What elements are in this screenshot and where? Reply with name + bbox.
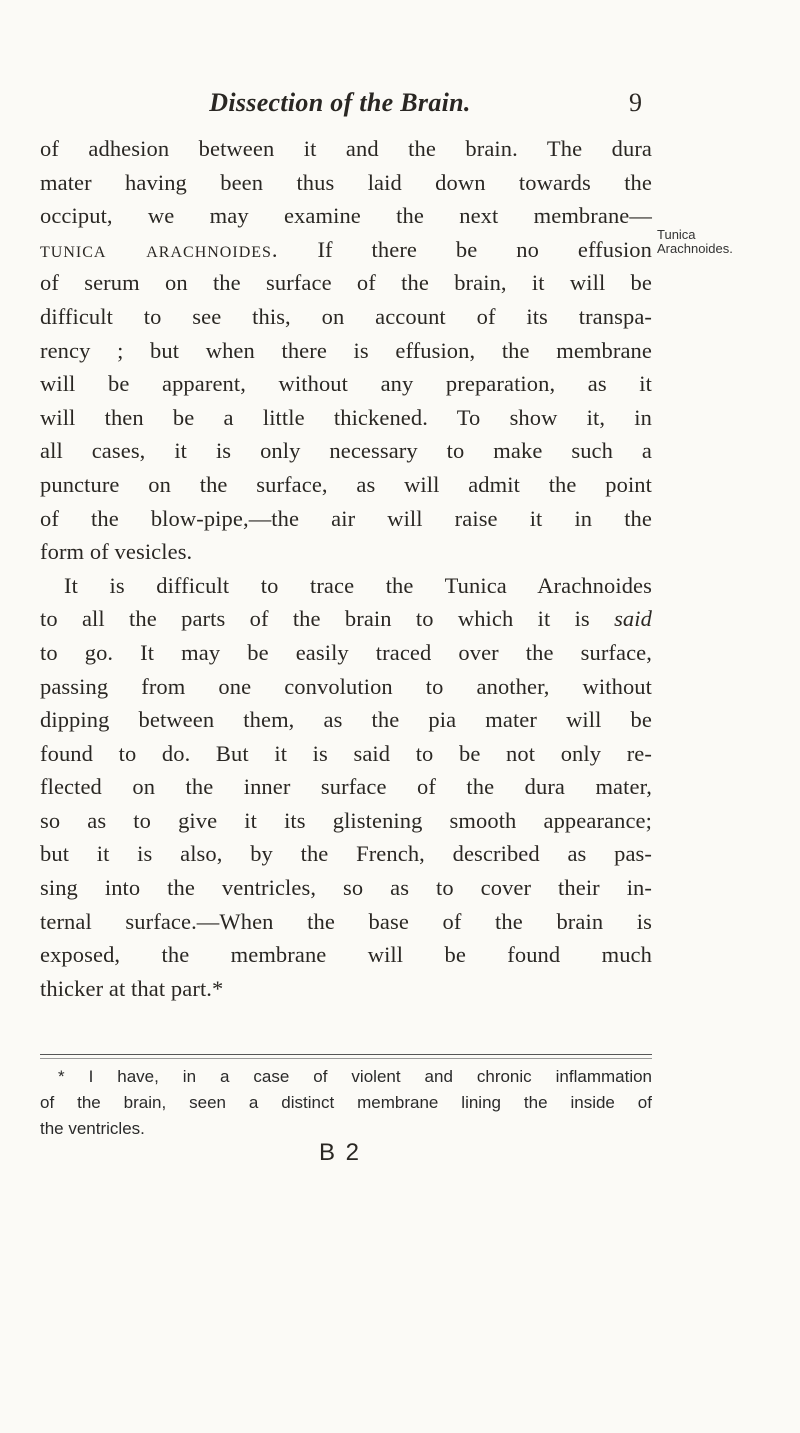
running-title: Dissection of the Brain.	[209, 88, 471, 117]
page-number: 9	[629, 88, 642, 117]
text-line: of the blow-pipe,—the air will raise it in the	[40, 505, 652, 531]
text-line: found to do. But it is said to be not only re-	[40, 740, 652, 766]
emphasis-said: said	[614, 606, 652, 632]
text-fragment: to all the parts of the brain to which it is	[40, 606, 615, 632]
footnote-line: of the brain, seen a distinct membrane lining the inside of	[40, 1093, 652, 1112]
footnote-rule	[40, 1054, 652, 1055]
term-tunica-arachnoides: tunica arachnoides.	[40, 236, 279, 262]
text-line: dipping between them, as the pia mater will be	[40, 707, 652, 733]
text-line: but it is also, by the French, described as pas-	[40, 841, 652, 867]
text-line: will be apparent, without any preparation, as it	[40, 371, 652, 397]
text-line: thicker at that part.*	[40, 975, 224, 1001]
footnote-line: * I have, in a case of violent and chronic inflammation	[58, 1067, 652, 1086]
text-line: of adhesion between it and the brain. The dura	[40, 136, 652, 161]
text-line: rency ; but when there is effusion, the membrane	[40, 337, 652, 363]
signature-mark: B 2	[318, 1139, 362, 1166]
text-line: mater having been thus laid down towards the	[40, 169, 652, 195]
body-text	[40, 132, 652, 1005]
text-line: will then be a little thickened. To show it, in	[40, 404, 652, 430]
footnote-rule-secondary	[40, 1058, 652, 1059]
text-line: puncture on the surface, as will admit the point	[40, 471, 652, 497]
text-line: all cases, it is only necessary to make such a	[40, 438, 652, 464]
text-line: passing from one convolution to another, without	[40, 673, 652, 699]
text-line: flected on the inner surface of the dura mater,	[40, 774, 652, 800]
text-line: of serum on the surface of the brain, it will be	[40, 270, 652, 296]
text-line: It is difficult to trace the Tunica Arachnoides	[64, 572, 652, 598]
margin-note-line-1: Tunica	[657, 227, 696, 242]
text-line: form of vesicles.	[40, 539, 193, 565]
text-line: exposed, the membrane will be found much	[40, 942, 652, 968]
margin-note	[655, 228, 785, 256]
text-line: sing into the ventricles, so as to cover their in-	[40, 875, 652, 901]
text-line: to go. It may be easily traced over the surface,	[40, 639, 652, 665]
text-line	[40, 602, 652, 636]
margin-note-line-2: Arachnoides.	[657, 241, 733, 256]
text-line: difficult to see this, on account of its transpa-	[40, 303, 652, 329]
running-head	[40, 84, 640, 124]
text-line: occiput, we may examine the next membrane—	[40, 203, 652, 229]
footnote	[40, 1064, 652, 1142]
text-fragment: If there be no effusion	[278, 236, 652, 262]
text-line	[40, 233, 652, 267]
footnote-line: the ventricles.	[40, 1119, 145, 1138]
text-line: so as to give it its glistening smooth appearance;	[40, 807, 652, 833]
text-line: ternal surface.—When the base of the brain is	[40, 908, 652, 934]
